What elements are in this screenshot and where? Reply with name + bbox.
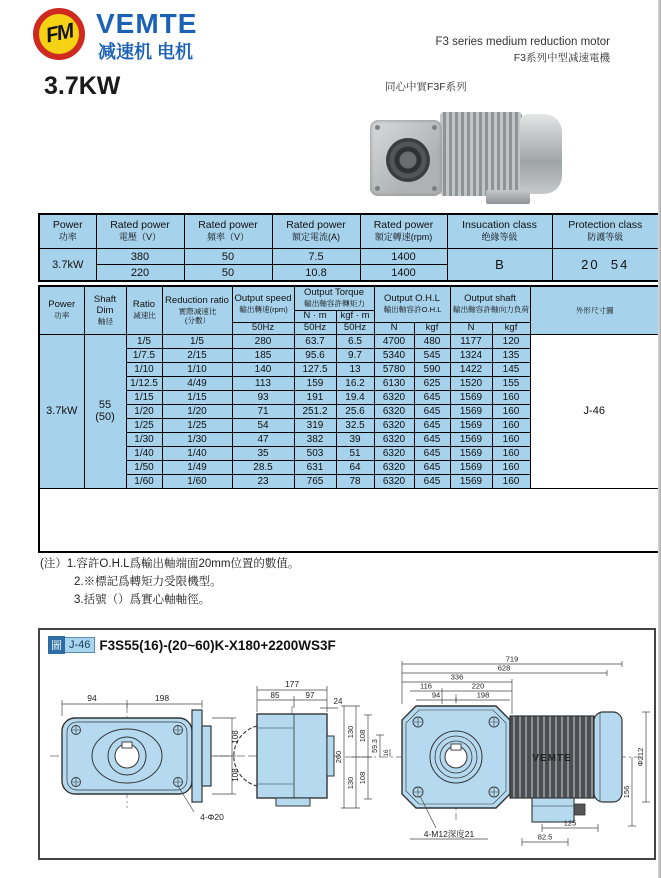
col-torque-nm: N · m: [294, 310, 336, 322]
dim-label: 24: [333, 697, 343, 706]
spec-cell: 93: [232, 390, 294, 404]
spec-cell: 6320: [374, 460, 414, 474]
spec-cell: 140: [232, 362, 294, 376]
spec-cell: 71: [232, 404, 294, 418]
drawing-badge-tu: 圖: [48, 636, 65, 654]
spec-cell: 5340: [374, 348, 414, 362]
dim-label: 130: [346, 776, 355, 790]
spec-cell: 1/50: [126, 460, 162, 474]
col-frequency: Rated power 頻率（V）: [184, 214, 272, 249]
spec-cell: 1569: [450, 418, 492, 432]
spec-cell: 5780: [374, 362, 414, 376]
spec-cell: 160: [492, 390, 530, 404]
spec-cell: 319: [294, 418, 336, 432]
dim-label: 116: [420, 681, 432, 691]
spec-cell: 1/20: [162, 404, 232, 418]
spec-cell: 127.5: [294, 362, 336, 376]
spec-cell: 645: [414, 404, 450, 418]
photo-output-boss: [386, 138, 430, 182]
spec-cell: 185: [232, 348, 294, 362]
spec-cell: 16.2: [336, 376, 374, 390]
footnote-line: 3.括號（）爲實心軸軸徑。: [74, 593, 211, 606]
right-view: [402, 656, 650, 846]
brand-logo: [33, 8, 85, 60]
dim-label: 628: [497, 663, 511, 673]
dim-label: 94: [87, 693, 97, 703]
spec-cell: 6320: [374, 474, 414, 488]
speed-50hz: 50Hz: [232, 322, 294, 334]
spec-cell: 35: [232, 446, 294, 460]
spec-cell: 480: [414, 334, 450, 348]
spec-cell: 1/60: [162, 474, 232, 488]
col-power: Power 功率: [39, 214, 96, 249]
spec-cell: 1569: [450, 446, 492, 460]
logo-fm-mark: FM: [43, 19, 75, 48]
spec-cell: 545: [414, 348, 450, 362]
spec-cell: 1/5: [126, 334, 162, 348]
col-protection: Protection class 防護等級: [552, 214, 659, 249]
spec-cell: 160: [492, 418, 530, 432]
rating-header-row: [39, 214, 659, 249]
dim-label: 82.5: [537, 832, 553, 842]
series-title-en: F3 series medium reduction motor: [435, 36, 610, 48]
spec-cell: 25.6: [336, 404, 374, 418]
spec-cell: 645: [414, 418, 450, 432]
performance-table-body: [39, 334, 659, 552]
footnote-line: 2.※標記爲轉矩力受限機型。: [74, 575, 222, 588]
spec-cell: 631: [294, 460, 336, 474]
spec-cell: 54: [232, 418, 294, 432]
spec-cell: 160: [492, 432, 530, 446]
performance-table: [38, 285, 660, 553]
photo-bolt: [432, 186, 437, 191]
spec-cell: 6320: [374, 404, 414, 418]
voltage-value: 380: [96, 249, 184, 265]
spec-cell: 280: [232, 334, 294, 348]
product-photo: [368, 110, 564, 204]
dim-label: 260: [334, 750, 343, 764]
spec-cell: 39: [336, 432, 374, 446]
dim-label: 177: [284, 679, 300, 689]
spec-cell: 160: [492, 446, 530, 460]
spec-cell: 63.7: [294, 334, 336, 348]
photo-gear-head: [370, 120, 442, 196]
spec-cell: 2/15: [162, 348, 232, 362]
spec-cell: 6320: [374, 390, 414, 404]
footnote-line: (注）1.容許O.H.L爲輸出軸端面20mm位置的數值。: [40, 558, 300, 570]
spec-cell: 382: [294, 432, 336, 446]
dim-label: 59.3: [372, 739, 379, 753]
footnotes: [40, 556, 299, 609]
spec-cell: 1/10: [162, 362, 232, 376]
insulation-value: B: [447, 249, 552, 282]
brand-name: VEMTE: [96, 8, 198, 39]
shaft-kgf: kgf: [492, 322, 530, 334]
dim-label: 85: [270, 691, 280, 700]
spec-cell: 1569: [450, 460, 492, 474]
spec-cell: 6320: [374, 432, 414, 446]
spec-cell: 645: [414, 446, 450, 460]
spec-cell: 64: [336, 460, 374, 474]
dim-label: 108: [231, 768, 240, 782]
spec-cell: 23: [232, 474, 294, 488]
dim-label: 719: [505, 656, 519, 664]
photo-bolt: [375, 186, 380, 191]
spec-cell: 1/40: [126, 446, 162, 460]
col-output-torque: Output Torque 輸出軸容許轉矩力: [294, 286, 374, 310]
motor-end-cap: [594, 712, 622, 802]
spec-cell: 590: [414, 362, 450, 376]
spec-cell: 6130: [374, 376, 414, 390]
dim-label: 130: [346, 725, 355, 739]
photo-bolt: [375, 125, 380, 130]
dimension-drawing: [42, 656, 654, 856]
photo-end-cap: [520, 114, 562, 194]
drawing-title: [48, 636, 336, 654]
col-current: Rated power 額定電流(A): [272, 214, 360, 249]
spec-cell: 1/40: [162, 446, 232, 460]
spec-cell: 503: [294, 446, 336, 460]
spec-cell: 765: [294, 474, 336, 488]
motor-brand-mark: VEMTE: [532, 753, 572, 764]
spec-cell: 32.5: [336, 418, 374, 432]
col-insulation: Insucation class 绝緣等級: [447, 214, 552, 249]
spec-cell: 4/49: [162, 376, 232, 390]
spec-cell: 625: [414, 376, 450, 390]
spec-cell: 155: [492, 376, 530, 390]
spec-merged-cell: [39, 488, 659, 552]
torque-nm-50hz: 50Hz: [294, 322, 336, 334]
page-power-title: 3.7KW: [44, 72, 121, 100]
col-outline-drawing: 外形尺寸圖: [530, 286, 659, 334]
spec-merged-cell: J-46: [530, 334, 659, 488]
dim-label: 16: [384, 749, 390, 757]
dim-label: 156: [622, 785, 631, 799]
ohl-kgf: kgf: [414, 322, 450, 334]
current-value: 10.8: [272, 265, 360, 282]
dim-label: 94: [431, 690, 441, 700]
torque-kgfm-50hz: 50Hz: [336, 322, 374, 334]
bolt-hole-note: 4-M12深度21: [423, 829, 475, 839]
spec-cell: 1/5: [162, 334, 232, 348]
speed-value: 1400: [360, 249, 447, 265]
perf-header-row1: [39, 286, 659, 310]
spec-cell: 120: [492, 334, 530, 348]
spec-cell: 28.5: [232, 460, 294, 474]
spec-cell: 1/25: [162, 418, 232, 432]
spec-cell: 78: [336, 474, 374, 488]
dim-label: 125: [563, 818, 577, 828]
spec-merged-cell: 55 (50): [84, 334, 126, 488]
protection-value: 20 54: [552, 249, 659, 282]
col-power: Power 功率: [39, 286, 84, 334]
spec-cell: 145: [492, 362, 530, 376]
series-note: 同心中實F3F系列: [385, 81, 467, 93]
dim-label: 220: [471, 681, 485, 691]
spec-cell: 159: [294, 376, 336, 390]
spec-cell: 1569: [450, 390, 492, 404]
bolt-hole-note: 4-Φ20: [200, 812, 224, 822]
spec-cell: 6320: [374, 418, 414, 432]
spec-cell: 1569: [450, 474, 492, 488]
spec-cell: 4700: [374, 334, 414, 348]
dim-label: 108: [358, 729, 367, 743]
frequency-value: 50: [184, 249, 272, 265]
col-reduction-ratio: Reduction ratio 實際减速比 (分數）: [162, 286, 232, 334]
photo-bolt: [432, 125, 437, 130]
spec-cell: 251.2: [294, 404, 336, 418]
spec-cell: 1422: [450, 362, 492, 376]
ohl-n: N: [374, 322, 414, 334]
dim-label: 108: [358, 771, 367, 785]
dim-label: 336: [450, 672, 464, 682]
spec-cell: 191: [294, 390, 336, 404]
voltage-value: 220: [96, 265, 184, 282]
col-ratio: Ratio 减速比: [126, 286, 162, 334]
spec-row: [39, 334, 659, 348]
drawing-model-code: F3S55(16)-(20~60)K-X180+2200WS3F: [99, 637, 336, 653]
spec-cell: 19.4: [336, 390, 374, 404]
dim-label: 198: [476, 690, 490, 700]
spec-cell: 6.5: [336, 334, 374, 348]
spec-cell: 135: [492, 348, 530, 362]
speed-value: 1400: [360, 265, 447, 282]
spec-cell: 1/15: [162, 390, 232, 404]
col-output-ohl: Output O.H.L 輸出軸容許O.H.L: [374, 286, 450, 322]
cable-gland: [574, 804, 585, 815]
power-value: 3.7kW: [39, 249, 96, 282]
col-speed: Rated power 額定轉速(rpm): [360, 214, 447, 249]
spec-cell: 1569: [450, 432, 492, 446]
spec-cell: 1/30: [126, 432, 162, 446]
dim-label: 97: [305, 691, 315, 700]
spec-cell: 645: [414, 390, 450, 404]
drawing-badge-ref: J-46: [65, 637, 95, 653]
spec-cell: 645: [414, 432, 450, 446]
spec-cell: 1324: [450, 348, 492, 362]
spec-cell: 6320: [374, 446, 414, 460]
dim-label: Φ212: [636, 747, 645, 767]
current-value: 7.5: [272, 249, 360, 265]
rating-table: [38, 213, 660, 282]
dim-label: 198: [154, 693, 170, 703]
series-title-zh: F3系列中型减速電機: [513, 52, 610, 64]
spec-cell: 160: [492, 460, 530, 474]
spec-cell: 9.7: [336, 348, 374, 362]
spec-merged-cell: 3.7kW: [39, 334, 84, 488]
spec-cell: 47: [232, 432, 294, 446]
spec-cell: 160: [492, 474, 530, 488]
col-voltage: Rated power 電壓（V）: [96, 214, 184, 249]
spec-cell: 1177: [450, 334, 492, 348]
spec-cell: 1/49: [162, 460, 232, 474]
spec-cell: 1/7.5: [126, 348, 162, 362]
rating-row-380: [39, 249, 659, 265]
spec-cell: 160: [492, 404, 530, 418]
middle-dim-lines: [257, 686, 338, 712]
spec-cell: 1/12.5: [126, 376, 162, 390]
dimension-drawing-panel: [38, 628, 656, 860]
frequency-value: 50: [184, 265, 272, 282]
spec-cell: 95.6: [294, 348, 336, 362]
spec-cell: 1569: [450, 404, 492, 418]
spec-cell: 645: [414, 474, 450, 488]
brand-subtitle: 减速机 电机: [98, 42, 194, 62]
spec-cell: 1/25: [126, 418, 162, 432]
middle-view: [234, 679, 343, 806]
shaft-n: N: [450, 322, 492, 334]
left-view: [62, 693, 240, 822]
spec-cell: 645: [414, 460, 450, 474]
col-output-shaft-load: Output shaft 輸出軸容許軸向力負荷: [450, 286, 530, 322]
spec-cell: 51: [336, 446, 374, 460]
spec-cell: 113: [232, 376, 294, 390]
spec-cell: 1/10: [126, 362, 162, 376]
photo-terminal-box: [486, 190, 530, 204]
spec-cell: 1/20: [126, 404, 162, 418]
spec-cell: 1/60: [126, 474, 162, 488]
spec-cell: 1/30: [162, 432, 232, 446]
photo-motor-fins: [440, 112, 522, 196]
dim-label: 108: [231, 730, 240, 744]
col-shaft-dim: Shaft Dim 軸径: [84, 286, 126, 334]
empty-filler-row: [39, 488, 659, 552]
spec-cell: 1/15: [126, 390, 162, 404]
col-output-speed: Output speed 輸出轉速(rpm): [232, 286, 294, 322]
col-torque-kgfm: kgf · m: [336, 310, 374, 322]
spec-cell: 13: [336, 362, 374, 376]
spec-cell: 1520: [450, 376, 492, 390]
